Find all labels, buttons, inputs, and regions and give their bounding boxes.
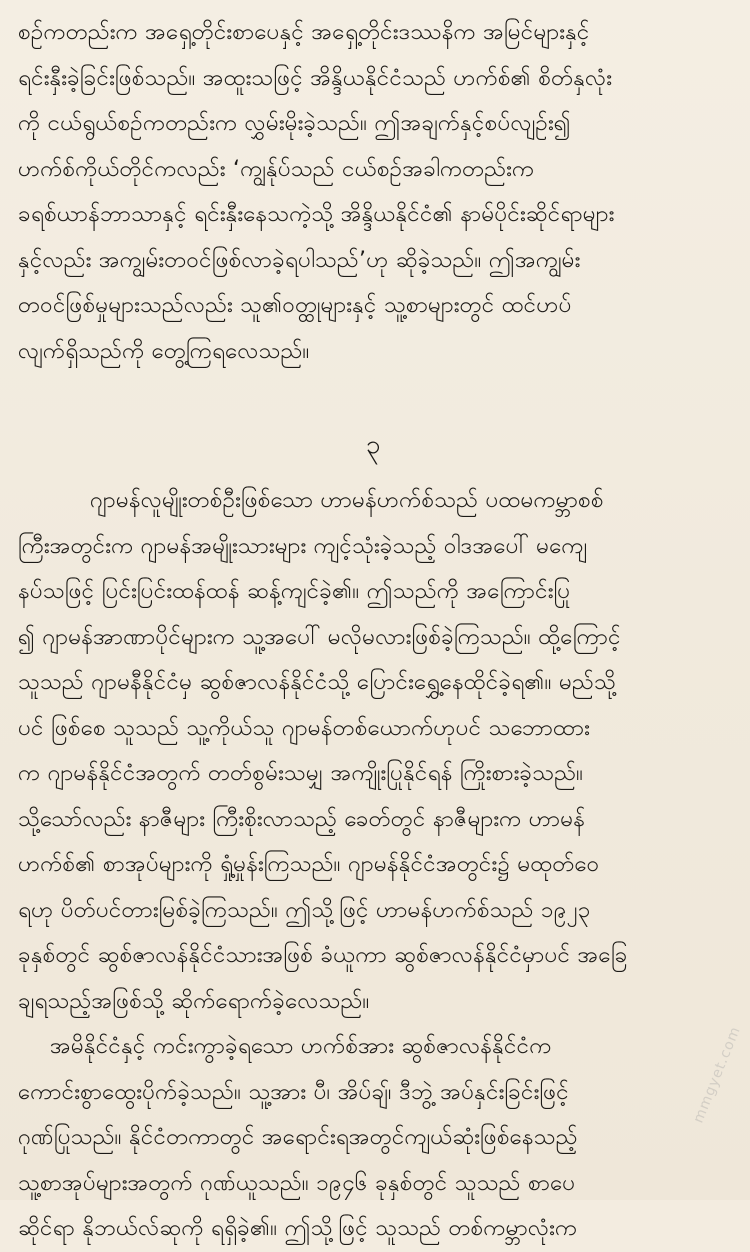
text-line: ခုနှစ်တွင် ဆွစ်ဇာလန်နိုင်ငံသားအဖြစ် ခံယူကာ ဆွစ်ဇာလန်နိုင်ငံမှာပင် အခြေ (18, 942, 628, 968)
paragraph-continued (18, 10, 728, 374)
text-line: ခရစ်ယာန်ဘာသာနှင့် ရင်းနှီးနေသကဲ့သို့ အိန္ဒိယနိုင်ငံ၏ နာမ်ပိုင်းဆိုင်ရာများ (18, 201, 615, 227)
text-line: ကို ငယ်ရွယ်စဉ်ကတည်းက လွှမ်းမိုးခဲ့သည်။ ဤအချက်နှင့်စပ်လျဉ်း၍ (18, 110, 571, 136)
text-line: နပ်သဖြင့် ပြင်းပြင်းထန်ထန် ဆန့်ကျင်ခဲ့၏။ ဤသည်ကို အကြောင်းပြု (18, 578, 571, 604)
text-line: သူသည် ဂျာမနီနိုင်ငံမှ ဆွစ်ဇာလန်နိုင်ငံသို့ ပြောင်းရွှေ့နေထိုင်ခဲ့ရ၏။ မည်သို့ (18, 669, 616, 695)
text-line: သို့သော်လည်း နာဇီများ ကြီးစိုးလာသည့် ခေတ်တွင် နာဇီများက ဟာမန် (18, 805, 586, 832)
text-line: ၍ ဂျာမန်အာဏာပိုင်များက သူ့အပေါ် မလိုမလားဖြစ်ခဲ့ကြသည်။ ထို့ကြောင့် (18, 623, 621, 650)
watermark: mmgyet.com (690, 1024, 744, 1126)
text-line: ပင် ဖြစ်စေ သူသည် သူ့ကိုယ်သူ ဂျာမန်တစ်ယောက်ဟုပင် သဘောထား (18, 714, 590, 741)
text-line: ဟက်စ်ကိုယ်တိုင်ကလည်း ‘ကျွန်ုပ်သည် ငယ်စဉ်အခါကတည်းက (18, 155, 535, 182)
text-line: ဂုဏ်ပြုသည်။ နိုင်ငံတကာတွင် အရောင်းရအတွင်ကျယ်ဆုံးဖြစ်နေသည့် (18, 1124, 578, 1150)
text-line: သူ့စာအုပ်များအတွက် ဂုဏ်ယူသည်။ ၁၉၄၆ ခုနှစ်တွင် သူသည် စာပေ (18, 1169, 576, 1196)
text-line: ကြီးအတွင်းက ဂျာမန်အမျိုးသားများ ကျင့်သုံးခဲ့သည့် ဝါဒအပေါ် မကျေ (18, 532, 588, 559)
text-line: ဆိုင်ရာ နိုဘယ်လ်ဆုကို ရရှိခဲ့၏။ ဤသို့ဖြင့် သူသည် တစ်ကမ္ဘာလုံးက (18, 1215, 578, 1241)
text-line: ဂျာမန်လူမျိုးတစ်ဦးဖြစ်သော ဟာမန်ဟက်စ်သည် ပထမကမ္ဘာစစ် (90, 487, 604, 513)
paragraph-3 (18, 1024, 728, 1252)
text-line: အမိနိုင်ငံနှင့် ကင်းကွာခဲ့ရသော ဟက်စ်အား ဆွစ်ဇာလန်နိုင်ငံက (50, 1033, 552, 1059)
text-line: နှင့်လည်း အကျွမ်းတဝင်ဖြစ်လာခဲ့ရပါသည်’ဟု ဆိုခဲ့သည်။ ဤအကျွမ်း (18, 246, 581, 273)
text-line: တဝင်ဖြစ်မှုများသည်လည်း သူ၏ဝတ္ထုများနှင့် သူ့စာများတွင် ထင်ဟပ် (18, 292, 572, 318)
text-line: ရင်းနှီးခဲ့ခြင်းဖြစ်သည်။ အထူးသဖြင့် အိန္ဒိယနိုင်ငံသည် ဟက်စ်၏ စိတ်နှလုံး (18, 64, 613, 91)
text-line: လျက်ရှိသည်ကို တွေ့ကြရလေသည်။ (18, 337, 310, 364)
text-line: က ဂျာမန်နိုင်ငံအတွက် တတ်စွမ်းသမျှ အကျိုးပြုနိုင်ရန် ကြိုးစားခဲ့သည်။ (18, 760, 584, 786)
text-line: စဉ်ကတည်းက အရှေ့တိုင်းစာပေနှင့် အရှေ့တိုင်းဒဿနိက အမြင်များနှင့် (18, 19, 590, 45)
section-gap (18, 374, 728, 418)
text-line: ဟက်စ်၏ စာအုပ်များကို ရှုံ့မှုန်းကြသည်။ ဂျာမန်နိုင်ငံအတွင်း၌ မထုတ်ဝေ (18, 851, 600, 877)
section-number: ၃ (365, 430, 381, 460)
text-line: ကောင်းစွာထွေးပိုက်ခဲ့သည်။ သူ့အား ပီ၊ အိပ်ချ်၊ ဒီဘွဲ့ အပ်နှင်းခြင်းဖြင့် (18, 1078, 569, 1105)
text-line: ရဟု ပိတ်ပင်တားမြစ်ခဲ့ကြသည်။ ဤသို့ဖြင့် ဟာမန်ဟက်စ်သည် ၁၉၂၃ (18, 896, 591, 923)
text-line: ချရသည့်အဖြစ်သို့ ဆိုက်ရောက်ခဲ့လေသည်။ (18, 987, 370, 1014)
paragraph-2 (18, 478, 728, 1024)
